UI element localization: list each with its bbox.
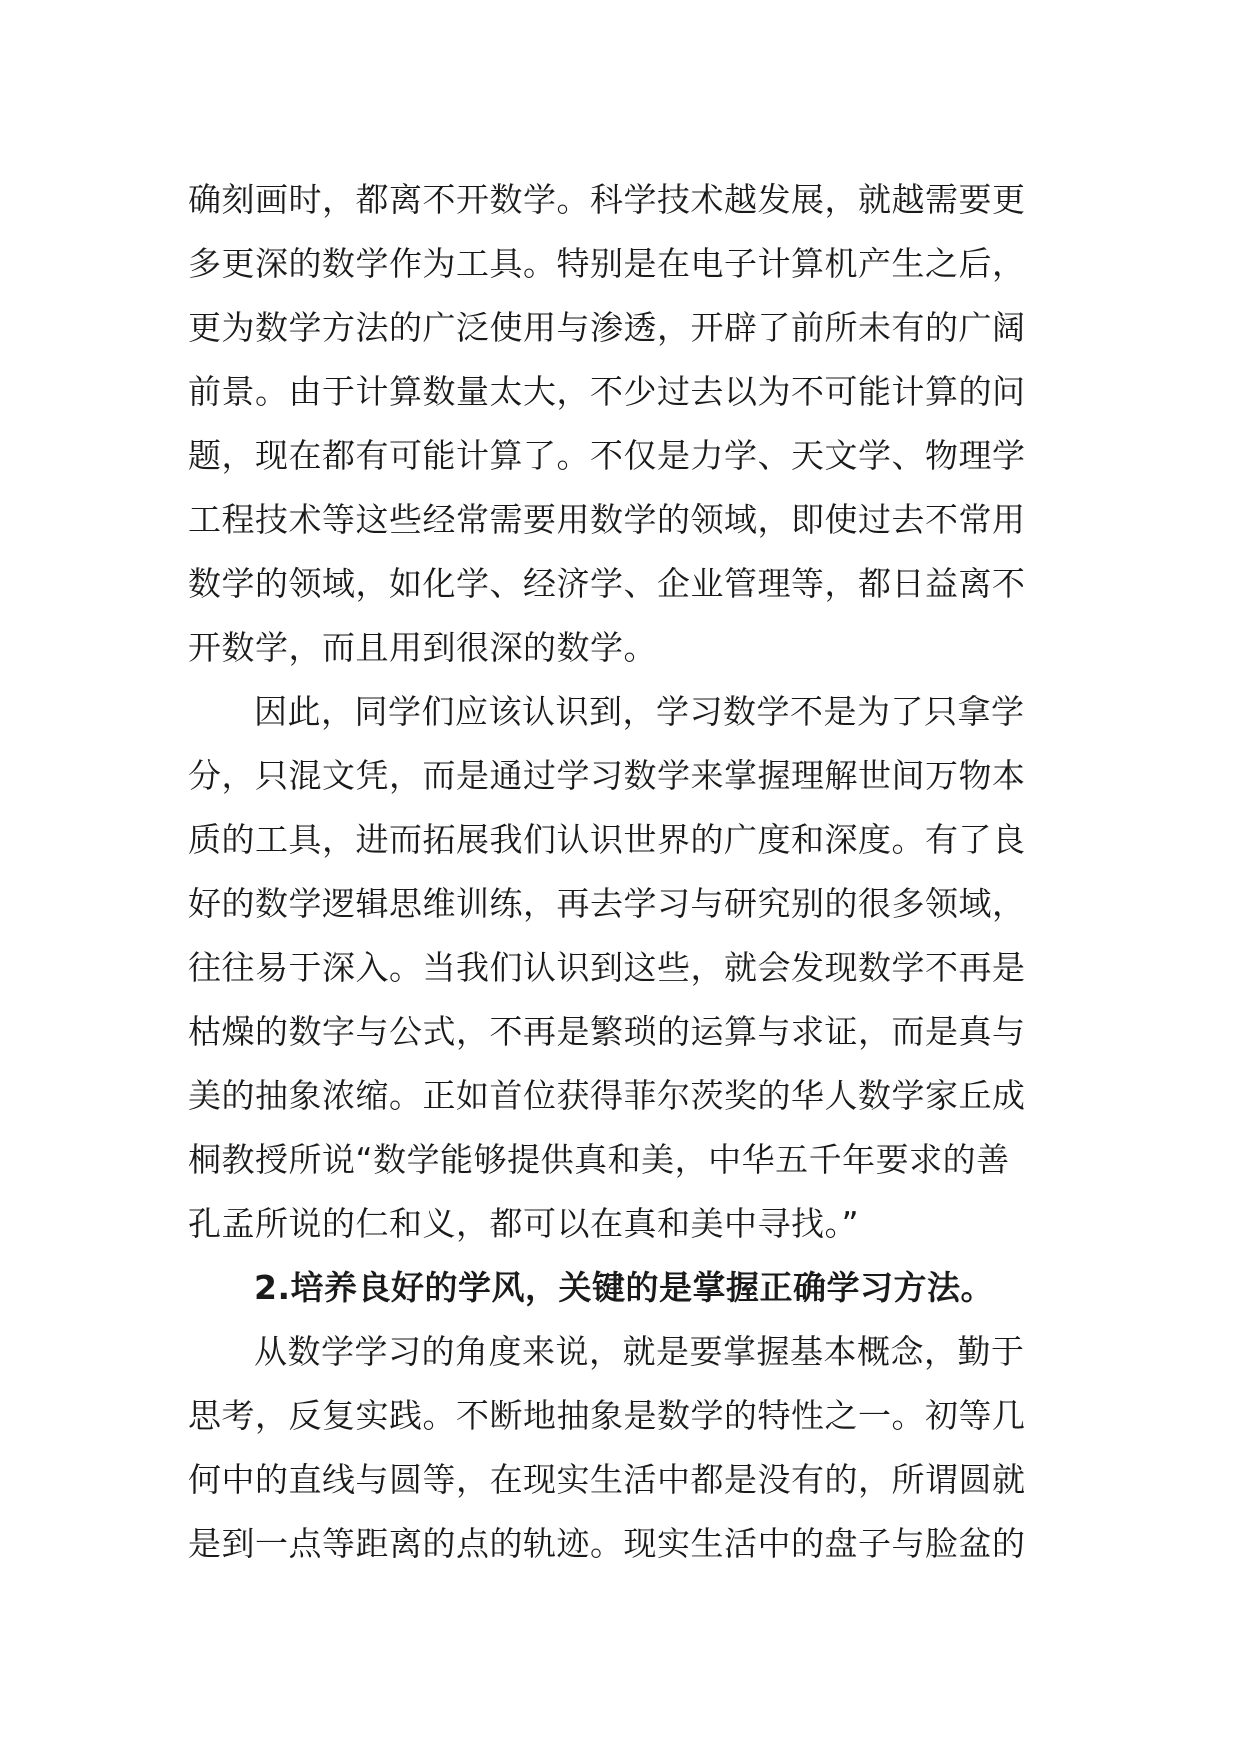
text-line: 桐教授所说“数学能够提供真和美，中华五千年要求的善 bbox=[188, 1140, 1010, 1179]
text-line: 前景。由于计算数量太大，不少过去以为不可能计算的问 bbox=[188, 372, 1026, 411]
text-line: 是到一点等距离的点的轨迹。现实生活中的盘子与脸盆的 bbox=[188, 1524, 1026, 1563]
text-line: 更为数学方法的广泛使用与渗透，开辟了前所未有的广阔 bbox=[188, 308, 1026, 347]
text-line: 开数学，而且用到很深的数学。 bbox=[188, 628, 657, 667]
text-line: 分，只混文凭，而是通过学习数学来掌握理解世间万物本 bbox=[188, 756, 1026, 795]
text-line: 数学的领域，如化学、经济学、企业管理等，都日益离不 bbox=[188, 564, 1026, 603]
text-line: 孔孟所说的仁和义，都可以在真和美中寻找。” bbox=[188, 1204, 860, 1243]
body-text bbox=[188, 168, 1058, 1576]
section-heading: 2.培养良好的学风，关键的是掌握正确学习方法。 bbox=[254, 1268, 994, 1307]
text-line: 多更深的数学作为工具。特别是在电子计算机产生之后， bbox=[188, 244, 1026, 283]
paragraph-start-line: 从数学学习的角度来说，就是要掌握基本概念，勤于 bbox=[254, 1332, 1025, 1371]
text-line: 何中的直线与圆等，在现实生活中都是没有的，所谓圆就 bbox=[188, 1460, 1026, 1499]
text-line: 往往易于深入。当我们认识到这些，就会发现数学不再是 bbox=[188, 948, 1026, 987]
text-line: 题，现在都有可能计算了。不仅是力学、天文学、物理学 bbox=[188, 436, 1026, 475]
text-line: 思考，反复实践。不断地抽象是数学的特性之一。初等几 bbox=[188, 1396, 1026, 1435]
paragraph-start-line: 因此，同学们应该认识到，学习数学不是为了只拿学 bbox=[254, 692, 1025, 731]
text-line: 工程技术等这些经常需要用数学的领域，即使过去不常用 bbox=[188, 500, 1026, 539]
text-line: 确刻画时，都离不开数学。科学技术越发展，就越需要更 bbox=[188, 180, 1026, 219]
text-line: 质的工具，进而拓展我们认识世界的广度和深度。有了良 bbox=[188, 820, 1026, 859]
text-line: 枯燥的数字与公式，不再是繁琐的运算与求证，而是真与 bbox=[188, 1012, 1026, 1051]
text-line: 美的抽象浓缩。正如首位获得菲尔茨奖的华人数学家丘成 bbox=[188, 1076, 1026, 1115]
text-line: 好的数学逻辑思维训练，再去学习与研究别的很多领域， bbox=[188, 884, 1026, 923]
